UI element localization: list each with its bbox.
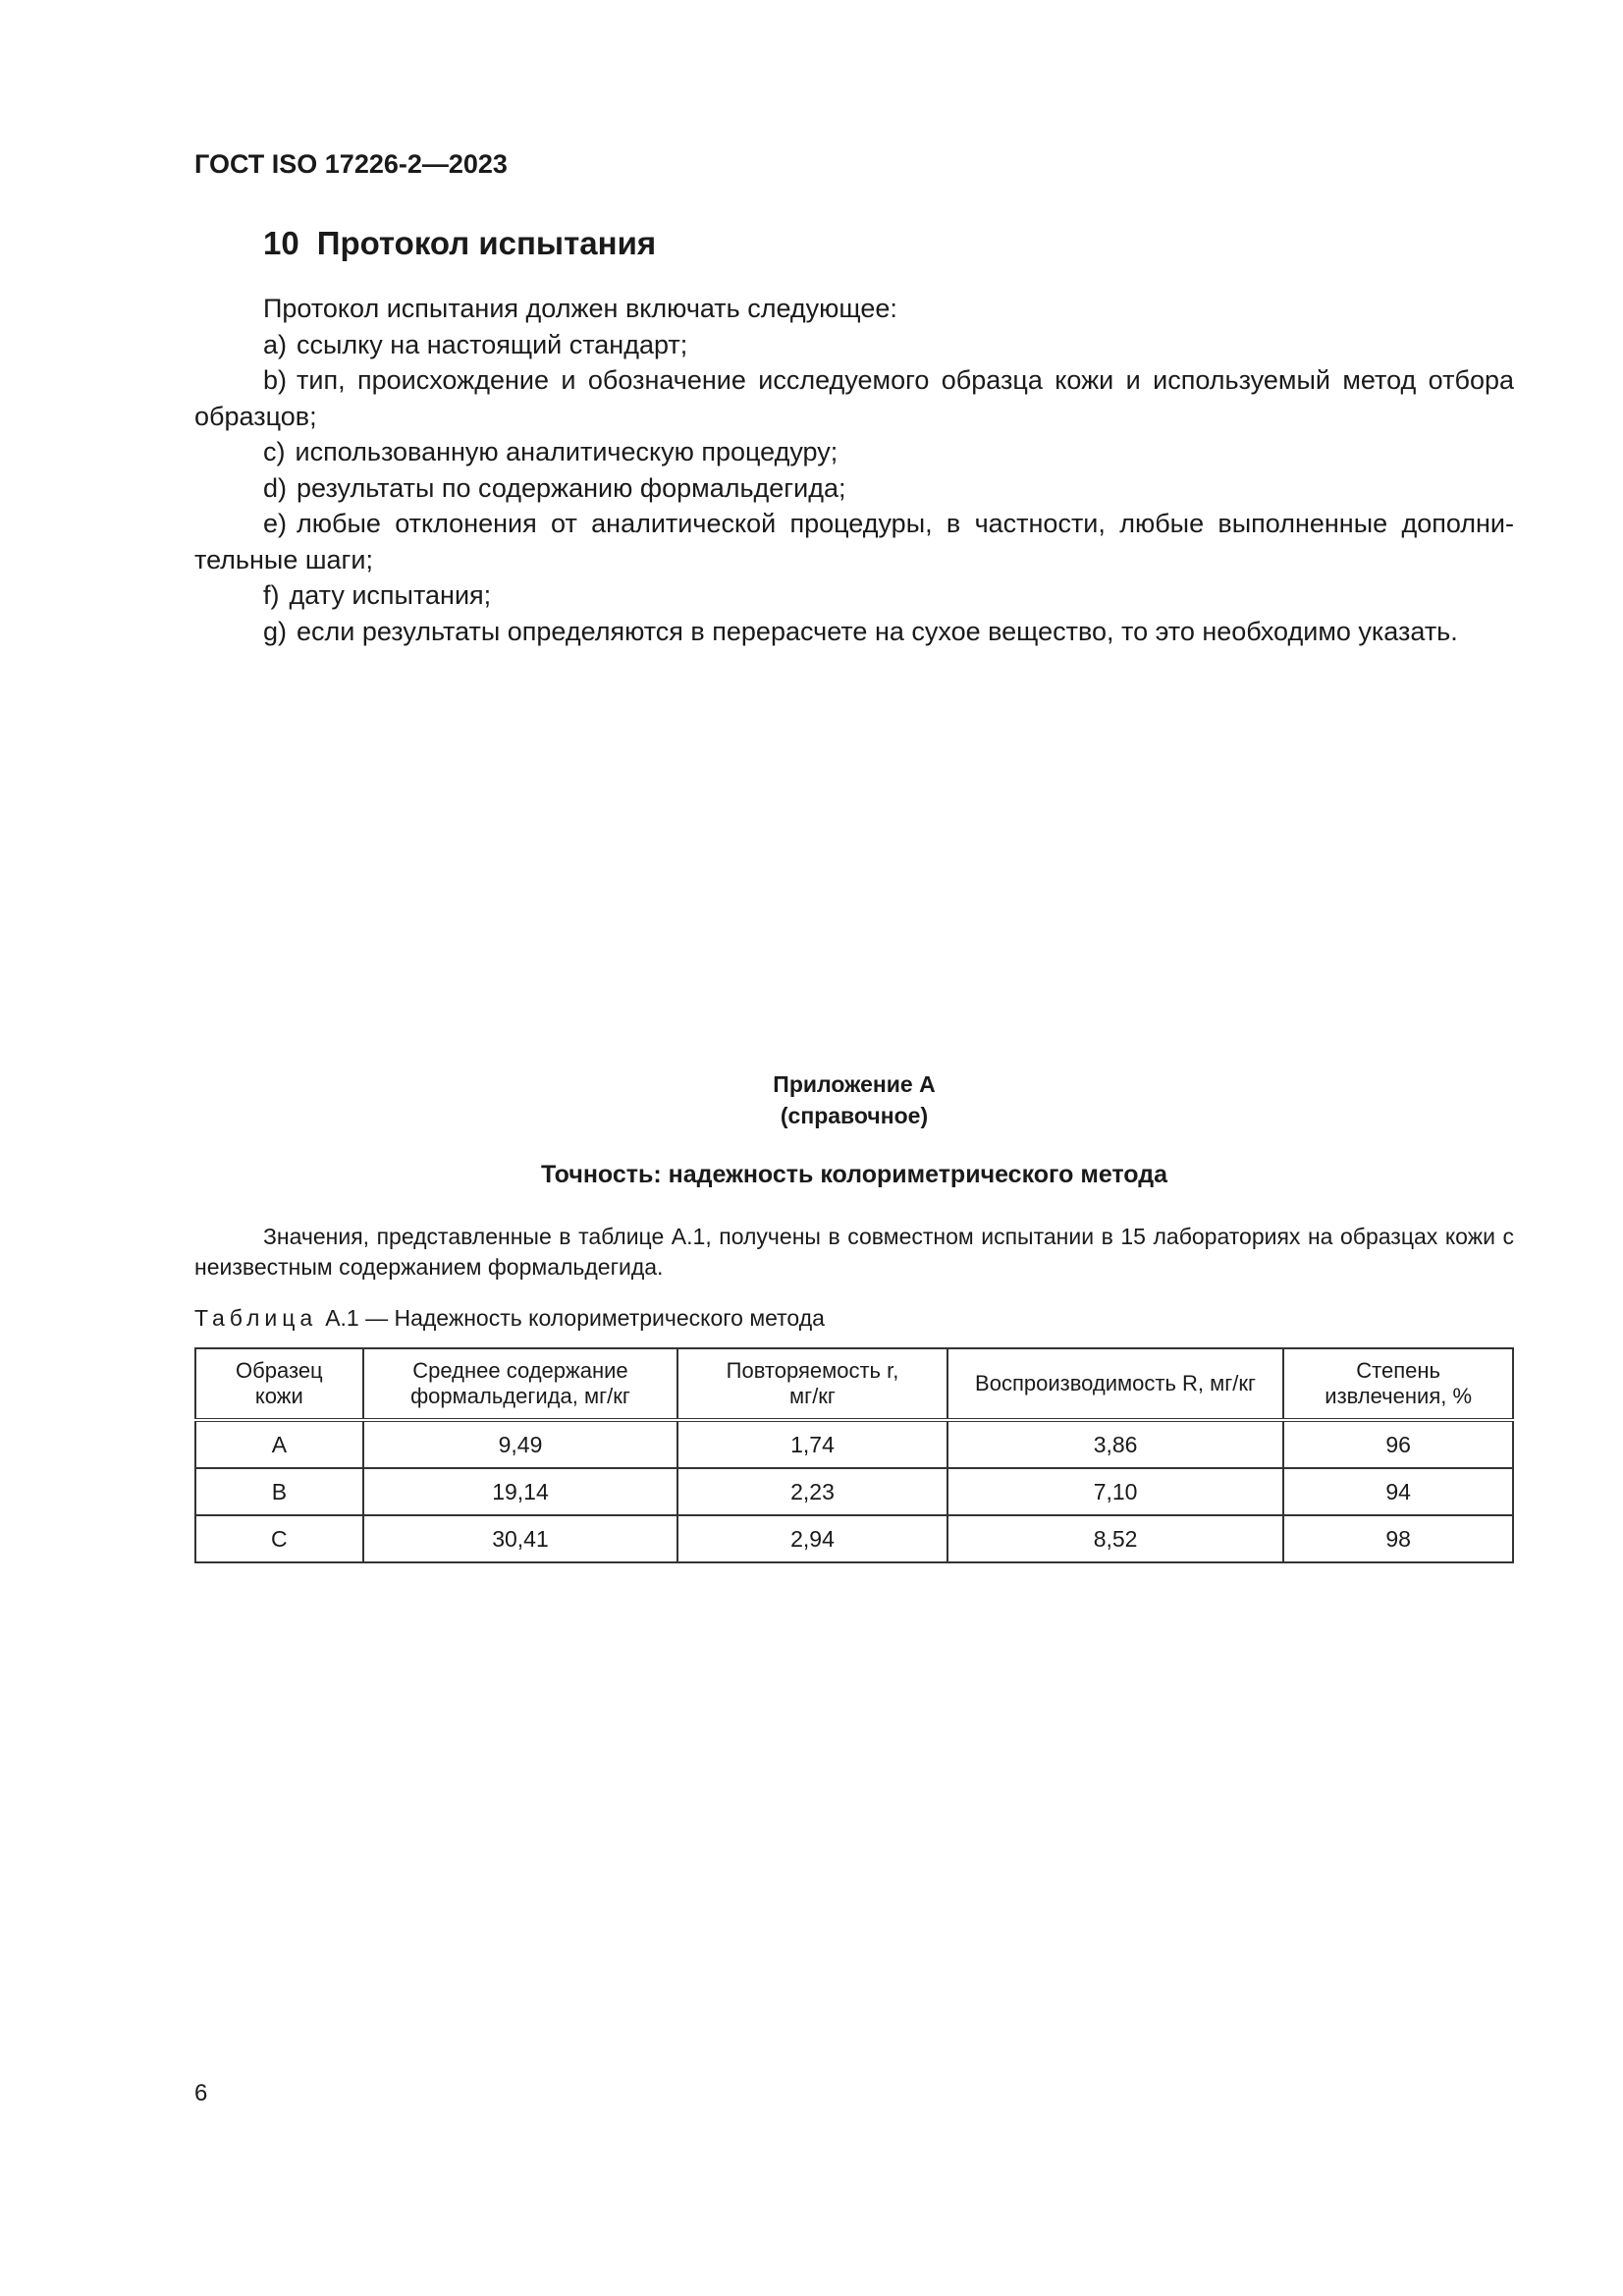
appendix-paragraph: Значения, представленные в таблице А.1, получены в совместном испытании в 15 лабораториях на образцах кожи с неизвестным содержанием формальдегида. [194,1224,1514,1280]
appendix-paragraph-block [194,1222,1514,1283]
header-reproducibility: Воспроизводимость R, мг/кг [947,1348,1284,1420]
section-body [194,291,1514,649]
header-recovery: Степень извлечения, % [1283,1348,1513,1420]
table-cell: 94 [1283,1468,1513,1515]
list-item-label: g) [263,616,288,646]
table-cell: C [195,1515,363,1562]
table-caption-prefix: Таблица [194,1305,318,1331]
list-item [194,327,1514,363]
list-item [194,506,1514,577]
table-cell: 3,86 [947,1420,1284,1468]
list-item-label: b) [263,365,288,395]
list-item-text: если результаты определяются в перерасчете на сухое вещество, то это необходимо указать. [297,616,1458,646]
table-cell: 19,14 [363,1468,677,1515]
section-number: 10 [263,225,299,261]
header-mean-content: Среднее содержание формальдегида, мг/кг [363,1348,677,1420]
table-cell: 7,10 [947,1468,1284,1515]
table-cell: 96 [1283,1420,1513,1468]
appendix-heading: Точность: надежность колориметрического метода [540,1161,1168,1188]
list-item [194,577,1514,614]
appendix-title-block [194,1068,1514,1131]
list-item-label: c) [263,437,286,466]
header-repeatability: Повторяемость r, мг/кг [677,1348,947,1420]
list-item-label: f) [263,580,280,610]
section-title-text: Протокол испытания [316,225,657,261]
table-cell: 8,52 [947,1515,1284,1562]
section-title [263,225,656,262]
precision-table [194,1347,1514,1563]
header-sample: Образец кожи [195,1348,363,1420]
table-cell: 98 [1283,1515,1513,1562]
list-item-text: ссылку на настоящий стандарт; [297,329,688,359]
list-item-text: дату испытания; [289,580,492,610]
list-item [194,434,1514,470]
document-header: ГОСТ ISO 17226-2—2023 [194,149,508,179]
appendix-subtitle: (справочное) [780,1103,929,1128]
list-item [194,362,1514,434]
list-item [194,470,1514,507]
section-intro: Протокол испытания должен включать следующее: [263,294,897,323]
table-cell: B [195,1468,363,1515]
appendix-title: Приложение А [773,1071,936,1097]
page-number: 6 [194,2080,208,2106]
list-item-label: a) [263,329,288,359]
table-cell: 2,94 [677,1515,947,1562]
table-cell: A [195,1420,363,1468]
table-cell: 1,74 [677,1420,947,1468]
table-caption-text: А.1 — Надежность колориметрического метода [325,1305,825,1331]
table-row [195,1420,1513,1468]
list-item-label: d) [263,472,288,503]
table-cell: 9,49 [363,1420,677,1468]
list-item-text: тип, происхождение и обозначение исследуемого образца кожи и используемый метод отбора образцов; [194,365,1514,431]
table-cell: 2,23 [677,1468,947,1515]
table-header-row [195,1348,1513,1420]
table-row [195,1515,1513,1562]
table-cell: 30,41 [363,1515,677,1562]
table-caption [194,1305,825,1332]
list-item-text: результаты по содержанию формальдегида; [297,472,846,503]
list-item-label: e) [263,509,288,538]
table-row [195,1468,1513,1515]
list-item-text: любые отклонения от аналитической процедуры, в частности, любые выполненные дополни-тельные шаги; [194,509,1514,574]
list-item [194,614,1514,650]
list-item-text: использованную аналитическую процедуру; [295,437,839,466]
